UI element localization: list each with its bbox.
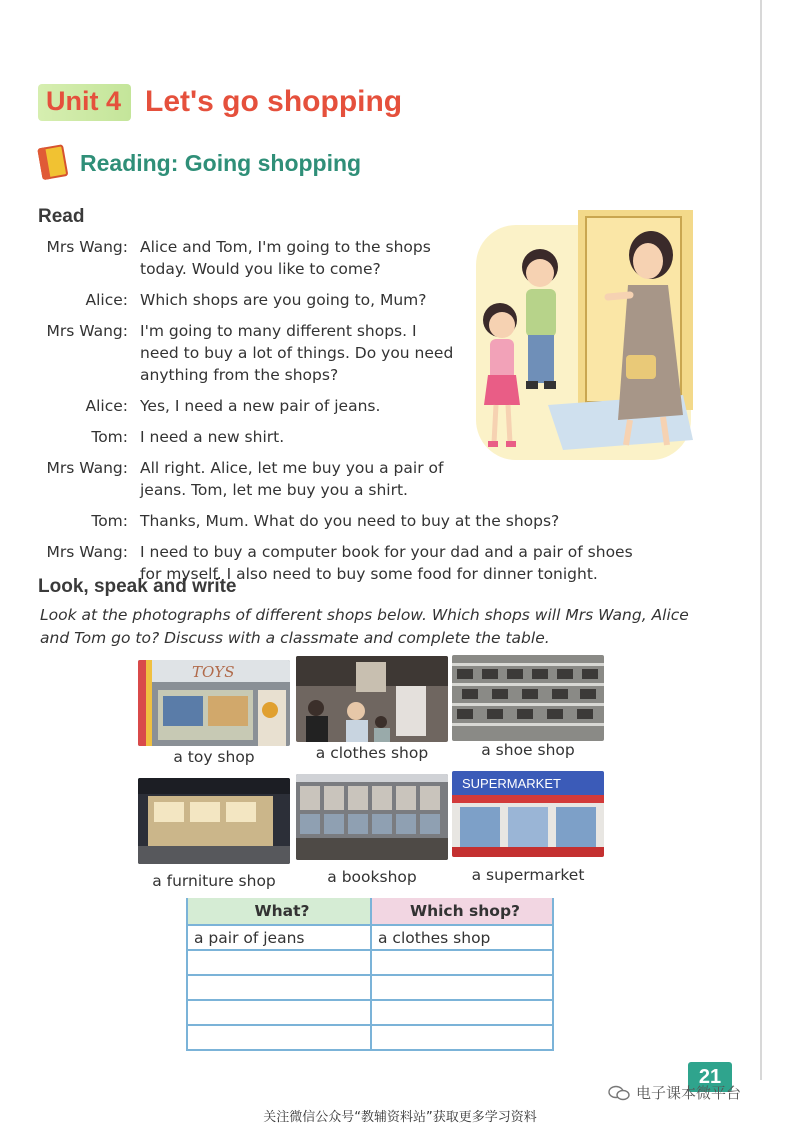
supermarket-photo [452,771,604,857]
unit-badge: Unit 4 [38,84,131,121]
dialogue-line [30,426,460,448]
clothes-shop-photo [296,656,448,742]
table-cell[interactable] [187,975,371,1000]
speech: Which shops are you going to, Mum? [140,291,427,309]
table-row [187,1025,553,1050]
speech: I need a new shirt. [140,428,285,446]
unit-title-bar [38,82,402,122]
caption-supermarket: a supermarket [471,866,585,884]
table-row [187,975,553,1000]
header-what: What? [187,898,371,925]
unit-title: Let's go shopping [145,85,403,118]
bookshop-photo [296,774,448,860]
page-number: 21 [688,1062,732,1092]
toy-shop-sign: TOYS [192,663,235,681]
read-heading: Read [38,206,85,227]
table-row [187,925,553,950]
toy-shop-photo [138,660,290,746]
table-cell[interactable] [187,1025,371,1050]
table-cell[interactable]: a clothes shop [371,925,553,950]
wechat-icon [608,1085,630,1101]
speaker: Mrs Wang: [46,543,128,561]
speaker: Alice: [85,291,128,309]
speaker: Tom: [91,512,128,530]
speech: Thanks, Mum. What do you need to buy at the shops? [140,512,560,530]
dialogue-line [30,510,560,532]
look-heading: Look, speak and write [38,576,237,597]
caption-toy-shop: a toy shop [173,748,255,766]
speaker: Mrs Wang: [46,459,128,477]
furniture-shop-photo [138,778,290,864]
page-edge [760,0,762,1080]
speaker: Mrs Wang: [46,238,128,256]
speaker: Alice: [85,397,128,415]
watermark-right-text: 电子课本微平台 [636,1084,742,1102]
watermark-right [608,1082,741,1103]
speech: I need to buy a computer book for your dad and a pair of shoes for myself. I also need to buy some food for dinner tonight. [140,543,633,583]
reading-title: Reading: Going shopping [80,149,362,176]
speaker: Tom: [91,428,128,446]
speech: I'm going to many different shops. I need to buy a lot of things. Do you need anything from the shops? [140,322,454,384]
table-row [187,1000,553,1025]
header-which-shop: Which shop? [371,898,553,925]
table-cell[interactable] [187,950,371,975]
speech: Alice and Tom, I'm going to the shops today. Would you like to come? [140,238,431,278]
caption-shoe-shop: a shoe shop [481,741,575,759]
shoe-shop-photo [452,655,604,741]
table-header-row [187,898,553,925]
table-cell[interactable] [371,975,553,1000]
shopping-table [186,898,554,1051]
speaker: Mrs Wang: [46,322,128,340]
speech: Yes, I need a new pair of jeans. [140,397,381,415]
dialogue-line [30,457,460,501]
table-cell[interactable] [187,1000,371,1025]
reading-heading [40,146,361,180]
family-illustration [468,205,698,465]
dialogue [30,236,633,594]
dialogue-line [30,320,460,386]
watermark-bottom: 关注微信公众号“教辅资料站”获取更多学习资料 [263,1110,537,1125]
table-cell[interactable]: a pair of jeans [187,925,371,950]
table-cell[interactable] [371,1000,553,1025]
caption-bookshop: a bookshop [327,868,417,886]
table-cell[interactable] [371,950,553,975]
caption-clothes-shop: a clothes shop [315,744,429,762]
dialogue-line [30,236,460,280]
caption-furniture-shop: a furniture shop [152,872,276,890]
supermarket-sign: SUPERMARKET [462,776,561,791]
instructions: Look at the photographs of different shops below. Which shops will Mrs Wang, Alice and Tom go to? Discuss with a classmate and complete the table. [40,606,689,647]
table-cell[interactable] [371,1025,553,1050]
dialogue-line [30,289,460,311]
book-icon [37,144,70,182]
dialogue-line [30,395,460,417]
speech: All right. Alice, let me buy you a pair of jeans. Tom, let me buy you a shirt. [140,459,444,499]
table-row [187,950,553,975]
